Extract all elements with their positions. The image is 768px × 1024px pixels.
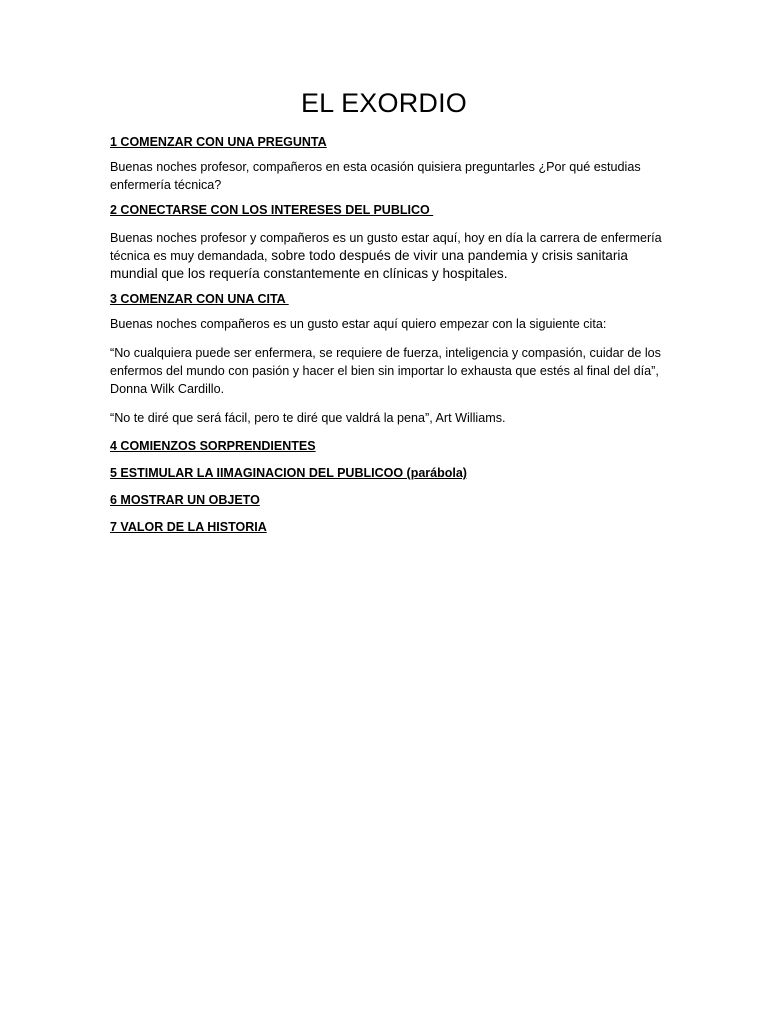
section-heading-2: 2 CONECTARSE CON LOS INTERESES DEL PUBLICO (110, 203, 434, 217)
section-heading-4: 4 COMIENZOS SORPRENDIENTES (110, 439, 316, 453)
section-1-paragraph: Buenas noches profesor, compañeros en esta ocasión quisiera preguntarles ¿Por qué estudias enfermería técnica? (110, 160, 641, 192)
quote-cardillo: “No cualquiera puede ser enfermera, se requiere de fuerza, inteligencia y compasión, cuidar de los enfermos del mundo con pasión y hacer el bien sin importar lo exhausta que estés al final del día”, Donna Wilk Cardillo. (110, 346, 661, 396)
section-2-paragraph (110, 229, 670, 283)
section-3-intro: Buenas noches compañeros es un gusto estar aquí quiero empezar con la siguiente cita: (110, 317, 607, 331)
quote-williams: “No te diré que será fácil, pero te diré que valdrá la pena”, Art Williams. (110, 411, 506, 425)
section-2-paragraph-main: Buenas noches profesor y compañeros es un gusto estar aquí, hoy en día la carrera de enfermería técnica es muy demandada, (110, 231, 662, 263)
document-title: EL EXORDIO (300, 88, 468, 118)
section-2-paragraph-continuation: sobre todo después de vivir una pandemia y crisis sanitaria mundial que los requería constantemente en clínicas y hospitales. (110, 248, 628, 281)
section-heading-7: 7 VALOR DE LA HISTORIA (110, 520, 267, 534)
section-heading-1: 1 COMENZAR CON UNA PREGUNTA (110, 135, 327, 149)
section-heading-6: 6 MOSTRAR UN OBJETO (110, 493, 260, 507)
section-heading-3: 3 COMENZAR CON UNA CITA (110, 292, 289, 306)
section-heading-5: 5 ESTIMULAR LA IIMAGINACION DEL PUBLICOO (parábola) (110, 466, 467, 480)
document-body (110, 134, 670, 535)
